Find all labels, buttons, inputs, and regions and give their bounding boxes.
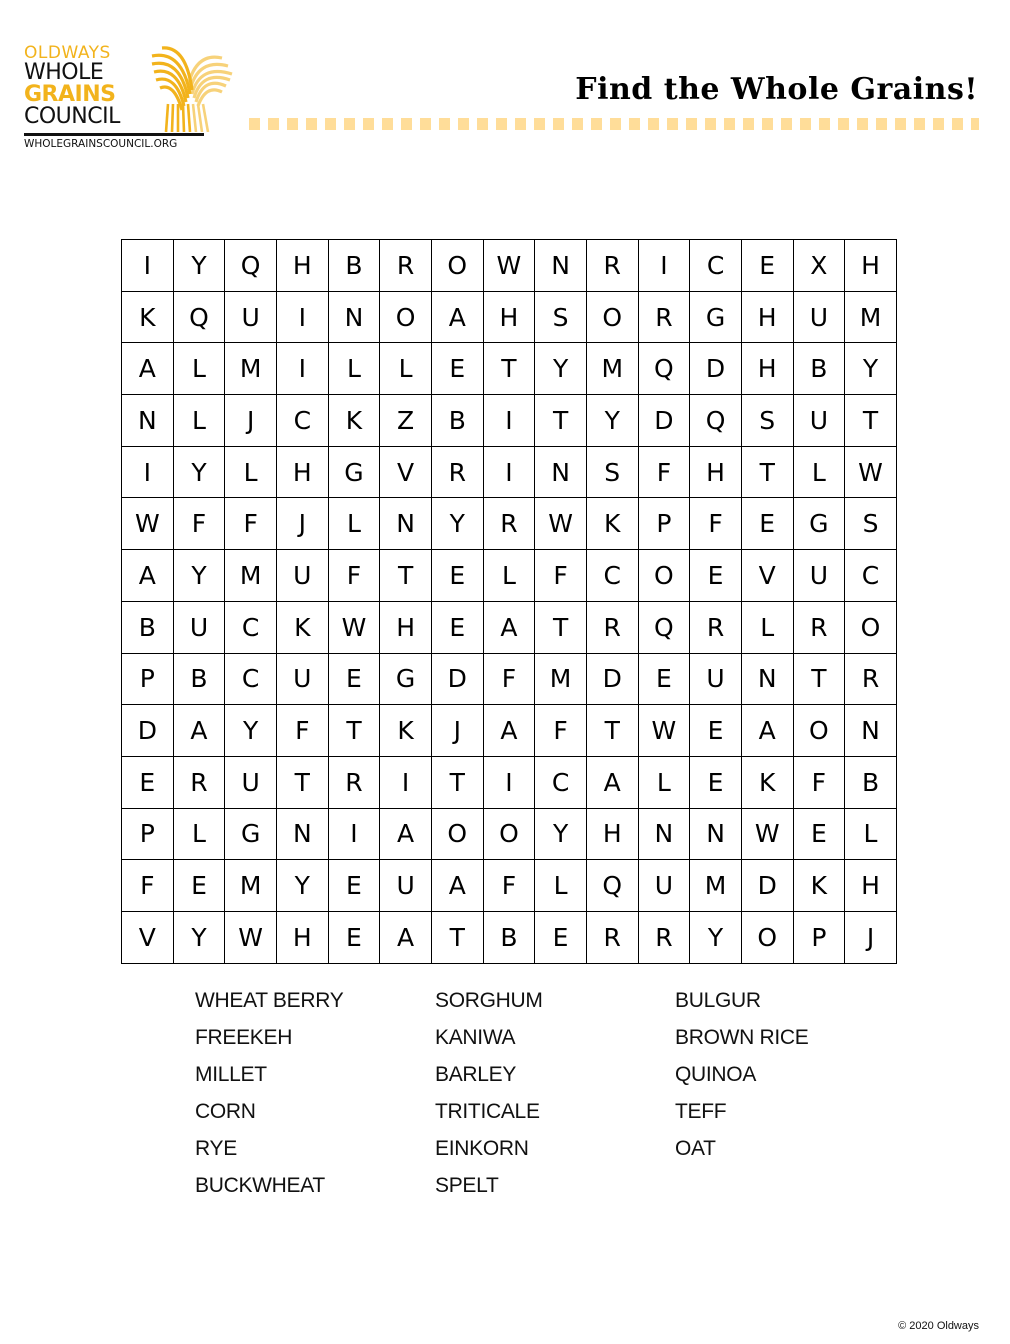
grid-cell[interactable]: Z [380, 395, 432, 447]
grid-cell[interactable]: L [483, 550, 535, 602]
grid-cell[interactable]: I [328, 808, 380, 860]
grid-cell[interactable]: F [535, 705, 587, 757]
grid-cell[interactable]: Y [173, 911, 225, 963]
grid-cell[interactable]: A [431, 291, 483, 343]
dashed-divider [249, 118, 979, 130]
grid-cell[interactable]: I [122, 240, 174, 292]
grid-cell[interactable]: E [741, 498, 793, 550]
grid-cell[interactable]: O [380, 291, 432, 343]
grid-cell[interactable]: T [793, 653, 845, 705]
grid-cell[interactable]: R [431, 446, 483, 498]
grid-cell[interactable]: I [483, 395, 535, 447]
grid-cell[interactable]: R [380, 240, 432, 292]
word-search-grid [121, 239, 897, 964]
grid-cell[interactable]: J [845, 911, 897, 963]
grid-cell[interactable]: I [638, 240, 690, 292]
grid-cell[interactable]: U [225, 291, 277, 343]
grid-cell[interactable]: A [431, 860, 483, 912]
grid-cell[interactable]: B [483, 911, 535, 963]
grid-cell[interactable]: L [328, 498, 380, 550]
grid-cell[interactable]: G [690, 291, 742, 343]
grid-cell[interactable]: G [380, 653, 432, 705]
grid-cell[interactable]: O [741, 911, 793, 963]
grid-cell[interactable]: A [483, 705, 535, 757]
grid-cell[interactable]: M [690, 860, 742, 912]
grid-cell[interactable]: Y [225, 705, 277, 757]
grid-cell[interactable]: E [431, 601, 483, 653]
grid-cell[interactable]: C [276, 395, 328, 447]
grid-cell[interactable]: O [793, 705, 845, 757]
grid-cell[interactable]: B [845, 756, 897, 808]
grid-cell[interactable]: T [535, 601, 587, 653]
grid-row [122, 550, 897, 602]
grid-cell[interactable]: Y [276, 860, 328, 912]
grid-cell[interactable]: H [276, 446, 328, 498]
grid-row [122, 756, 897, 808]
grid-cell[interactable]: H [845, 240, 897, 292]
word-item: SPELT [435, 1174, 499, 1197]
grid-cell[interactable]: D [638, 395, 690, 447]
grid-cell[interactable]: N [535, 240, 587, 292]
grid-cell[interactable]: Y [690, 911, 742, 963]
grid-cell[interactable]: S [741, 395, 793, 447]
grid-cell[interactable]: S [586, 446, 638, 498]
grid-cell[interactable]: H [276, 240, 328, 292]
grid-cell[interactable]: E [122, 756, 174, 808]
grid-row [122, 395, 897, 447]
grid-row [122, 860, 897, 912]
grid-cell[interactable]: I [483, 756, 535, 808]
grid-cell[interactable]: U [793, 395, 845, 447]
grid-cell[interactable]: O [638, 550, 690, 602]
grid-cell[interactable]: Y [845, 343, 897, 395]
word-item: TEFF [675, 1100, 727, 1123]
word-item: SORGHUM [435, 989, 543, 1012]
grid-cell[interactable]: F [276, 705, 328, 757]
grid-cell[interactable]: P [793, 911, 845, 963]
grid-cell[interactable]: L [535, 860, 587, 912]
grid-cell[interactable]: I [122, 446, 174, 498]
grid-cell[interactable]: N [845, 705, 897, 757]
grid-cell[interactable]: I [276, 291, 328, 343]
grid-cell[interactable]: N [741, 653, 793, 705]
grid-cell[interactable]: A [173, 705, 225, 757]
grid-cell[interactable]: F [225, 498, 277, 550]
grid-cell[interactable]: A [380, 911, 432, 963]
grid-cell[interactable]: J [225, 395, 277, 447]
grid-cell[interactable]: O [483, 808, 535, 860]
grid-cell[interactable]: F [535, 550, 587, 602]
grid-cell[interactable]: Y [173, 550, 225, 602]
grid-cell[interactable]: Y [173, 240, 225, 292]
grid-cell[interactable]: V [380, 446, 432, 498]
grid-cell[interactable]: C [586, 550, 638, 602]
grid-cell[interactable]: T [535, 395, 587, 447]
grid-cell[interactable]: U [276, 550, 328, 602]
grid-cell[interactable]: T [586, 705, 638, 757]
grid-cell[interactable]: N [690, 808, 742, 860]
grid-cell[interactable]: L [173, 395, 225, 447]
grid-cell[interactable]: O [845, 601, 897, 653]
word-item: OAT [675, 1137, 716, 1160]
word-item: BUCKWHEAT [195, 1174, 325, 1197]
grid-cell[interactable]: W [483, 240, 535, 292]
grid-cell[interactable]: E [328, 653, 380, 705]
grid-cell[interactable]: K [122, 291, 174, 343]
grid-cell[interactable]: U [793, 550, 845, 602]
grid-cell[interactable]: M [225, 550, 277, 602]
grid-cell[interactable]: W [638, 705, 690, 757]
logo-council: COUNCIL [24, 104, 120, 129]
grid-cell[interactable]: L [380, 343, 432, 395]
grid-cell[interactable]: E [328, 911, 380, 963]
word-item: EINKORN [435, 1137, 529, 1160]
grid-cell[interactable]: B [793, 343, 845, 395]
grid-cell[interactable]: H [845, 860, 897, 912]
grid-cell[interactable]: D [122, 705, 174, 757]
grid-cell[interactable]: I [483, 446, 535, 498]
grid-cell[interactable]: R [845, 653, 897, 705]
grid-cell[interactable]: M [586, 343, 638, 395]
grid-cell[interactable]: Y [586, 395, 638, 447]
grid-cell[interactable]: H [690, 446, 742, 498]
grid-cell[interactable]: H [586, 808, 638, 860]
grid-cell[interactable]: T [276, 756, 328, 808]
grid-cell[interactable]: K [276, 601, 328, 653]
grid-cell[interactable]: E [535, 911, 587, 963]
grid-row [122, 446, 897, 498]
grid-cell[interactable]: R [638, 911, 690, 963]
grid-cell[interactable]: M [225, 343, 277, 395]
grid-row [122, 808, 897, 860]
grid-cell[interactable]: D [586, 653, 638, 705]
grid-cell[interactable]: A [483, 601, 535, 653]
grid-cell[interactable]: Y [173, 446, 225, 498]
grid-row [122, 705, 897, 757]
grid-cell[interactable]: P [638, 498, 690, 550]
grid-cell[interactable]: K [793, 860, 845, 912]
grid-cell[interactable]: D [431, 653, 483, 705]
grid-cell[interactable]: D [690, 343, 742, 395]
word-item: MILLET [195, 1063, 267, 1086]
grid-cell[interactable]: K [741, 756, 793, 808]
grid-cell[interactable]: C [690, 240, 742, 292]
grid-cell[interactable]: F [483, 860, 535, 912]
grid-cell[interactable]: L [173, 808, 225, 860]
grid-cell[interactable]: H [276, 911, 328, 963]
grid-cell[interactable]: L [173, 343, 225, 395]
grid-cell[interactable]: R [586, 911, 638, 963]
copyright: © 2020 Oldways [898, 1320, 979, 1332]
grid-cell[interactable]: O [586, 291, 638, 343]
grid-cell[interactable]: E [173, 860, 225, 912]
grid-cell[interactable]: A [380, 808, 432, 860]
grid-cell[interactable]: M [225, 860, 277, 912]
grid-cell[interactable]: G [793, 498, 845, 550]
grid-row [122, 601, 897, 653]
grid-cell[interactable]: U [173, 601, 225, 653]
grid-row [122, 911, 897, 963]
grid-cell[interactable]: H [741, 343, 793, 395]
grid-cell[interactable]: C [225, 653, 277, 705]
grid-cell[interactable]: P [122, 808, 174, 860]
word-item: WHEAT BERRY [195, 989, 344, 1012]
grid-cell[interactable]: W [845, 446, 897, 498]
grid-cell[interactable]: Q [690, 395, 742, 447]
grid-cell[interactable]: T [741, 446, 793, 498]
grid-cell[interactable]: L [741, 601, 793, 653]
grid-cell[interactable]: F [483, 653, 535, 705]
word-list-column-2 [435, 982, 543, 1204]
grid-cell[interactable]: T [845, 395, 897, 447]
grid-cell[interactable]: R [690, 601, 742, 653]
grid-cell[interactable]: U [638, 860, 690, 912]
whole-grains-council-logo [24, 44, 234, 156]
page-title: Find the Whole Grains! [575, 72, 978, 107]
grid-cell[interactable]: H [483, 291, 535, 343]
grid-cell[interactable]: I [276, 343, 328, 395]
grid-cell[interactable]: A [122, 550, 174, 602]
grid-cell[interactable]: Q [225, 240, 277, 292]
grid-cell[interactable]: E [638, 653, 690, 705]
grid-cell[interactable]: W [535, 498, 587, 550]
grid-cell[interactable]: T [483, 343, 535, 395]
grid-cell[interactable]: G [328, 446, 380, 498]
word-item: BULGUR [675, 989, 761, 1012]
grid-cell[interactable]: H [380, 601, 432, 653]
grid-row [122, 343, 897, 395]
grid-cell[interactable]: N [122, 395, 174, 447]
grid-cell[interactable]: L [845, 808, 897, 860]
grid-cell[interactable]: D [741, 860, 793, 912]
word-item: BROWN RICE [675, 1026, 809, 1049]
grid-cell[interactable]: J [431, 705, 483, 757]
grid-cell[interactable]: K [380, 705, 432, 757]
word-item: BARLEY [435, 1063, 517, 1086]
grid-cell[interactable]: Q [638, 601, 690, 653]
grid-cell[interactable]: R [483, 498, 535, 550]
grid-cell[interactable]: X [793, 240, 845, 292]
grid-cell[interactable]: U [380, 860, 432, 912]
logo-oldways: OLDWAYS [24, 43, 111, 63]
grid-cell[interactable]: E [431, 343, 483, 395]
grid-cell[interactable]: S [845, 498, 897, 550]
grid-cell[interactable]: C [535, 756, 587, 808]
grid-row [122, 653, 897, 705]
grid-cell[interactable]: B [328, 240, 380, 292]
grid-cell[interactable]: E [690, 550, 742, 602]
grid-cell[interactable]: E [690, 705, 742, 757]
grid-cell[interactable]: F [173, 498, 225, 550]
grid-cell[interactable]: T [380, 550, 432, 602]
grid-cell[interactable]: Q [638, 343, 690, 395]
word-item: KANIWA [435, 1026, 516, 1049]
grid-cell[interactable]: F [122, 860, 174, 912]
grid-cell[interactable]: R [586, 240, 638, 292]
grid-cell[interactable]: Y [431, 498, 483, 550]
logo-whole: WHOLE [24, 60, 104, 85]
grid-cell[interactable]: A [122, 343, 174, 395]
grid-row [122, 498, 897, 550]
grid-cell[interactable]: W [122, 498, 174, 550]
grid-cell[interactable]: I [380, 756, 432, 808]
grid-cell[interactable]: N [535, 446, 587, 498]
logo-grains: GRAINS [24, 82, 116, 107]
grid-cell[interactable]: W [328, 601, 380, 653]
grid-cell[interactable]: E [431, 550, 483, 602]
word-list-column-1 [195, 982, 343, 1204]
grid-cell[interactable]: K [328, 395, 380, 447]
grid-cell[interactable]: C [225, 601, 277, 653]
grid-cell[interactable]: L [638, 756, 690, 808]
grid-cell[interactable]: E [741, 240, 793, 292]
grid-cell[interactable]: U [276, 653, 328, 705]
grid-cell[interactable]: R [173, 756, 225, 808]
grid-cell[interactable]: G [225, 808, 277, 860]
grid-cell[interactable]: B [122, 601, 174, 653]
grid-cell[interactable]: B [173, 653, 225, 705]
grid-cell[interactable]: A [741, 705, 793, 757]
grid-cell[interactable]: Y [535, 343, 587, 395]
grid-cell[interactable]: F [793, 756, 845, 808]
grid-cell[interactable]: V [741, 550, 793, 602]
word-list-column-3 [675, 982, 809, 1167]
grid-cell[interactable]: A [586, 756, 638, 808]
grid-row [122, 240, 897, 292]
grid-cell[interactable]: W [741, 808, 793, 860]
grid-cell[interactable]: U [690, 653, 742, 705]
grid-cell[interactable]: P [122, 653, 174, 705]
grid-cell[interactable]: L [225, 446, 277, 498]
grid-cell[interactable]: R [328, 756, 380, 808]
grid-cell[interactable]: N [380, 498, 432, 550]
grid-cell[interactable]: C [845, 550, 897, 602]
grid-cell[interactable]: Q [173, 291, 225, 343]
grid-cell[interactable]: E [328, 860, 380, 912]
grid-cell[interactable]: Q [586, 860, 638, 912]
grid-cell[interactable]: Y [535, 808, 587, 860]
grid-cell[interactable]: J [276, 498, 328, 550]
grid-cell[interactable]: F [328, 550, 380, 602]
grid-cell[interactable]: N [276, 808, 328, 860]
logo-divider [24, 133, 204, 136]
grid-cell[interactable]: E [793, 808, 845, 860]
grid-cell[interactable]: S [535, 291, 587, 343]
wheat-sheaf-icon [148, 44, 234, 132]
grid-cell[interactable]: F [690, 498, 742, 550]
grid-cell[interactable]: R [638, 291, 690, 343]
word-item: CORN [195, 1100, 256, 1123]
grid-cell[interactable]: N [638, 808, 690, 860]
grid-cell[interactable]: T [431, 911, 483, 963]
grid-cell[interactable]: N [328, 291, 380, 343]
grid-cell[interactable]: K [586, 498, 638, 550]
grid-cell[interactable]: B [431, 395, 483, 447]
grid-cell[interactable]: M [845, 291, 897, 343]
logo-url: WHOLEGRAINSCOUNCIL.ORG [24, 138, 178, 150]
grid-cell[interactable]: R [793, 601, 845, 653]
grid-cell[interactable]: F [638, 446, 690, 498]
grid-cell[interactable]: V [122, 911, 174, 963]
grid-cell[interactable]: L [328, 343, 380, 395]
grid-cell[interactable]: U [225, 756, 277, 808]
grid-cell[interactable]: T [328, 705, 380, 757]
grid-cell[interactable]: H [741, 291, 793, 343]
grid-cell[interactable]: O [431, 240, 483, 292]
grid-cell[interactable]: M [535, 653, 587, 705]
word-item: FREEKEH [195, 1026, 293, 1049]
grid-cell[interactable]: U [793, 291, 845, 343]
grid-cell[interactable]: E [690, 756, 742, 808]
grid-row [122, 291, 897, 343]
grid-cell[interactable]: R [586, 601, 638, 653]
grid-cell[interactable]: O [431, 808, 483, 860]
grid-cell[interactable]: T [431, 756, 483, 808]
logo-wordmark [24, 44, 120, 128]
grid-cell[interactable]: L [793, 446, 845, 498]
word-item: RYE [195, 1137, 237, 1160]
word-item: TRITICALE [435, 1100, 540, 1123]
word-item: QUINOA [675, 1063, 757, 1086]
grid-cell[interactable]: W [225, 911, 277, 963]
